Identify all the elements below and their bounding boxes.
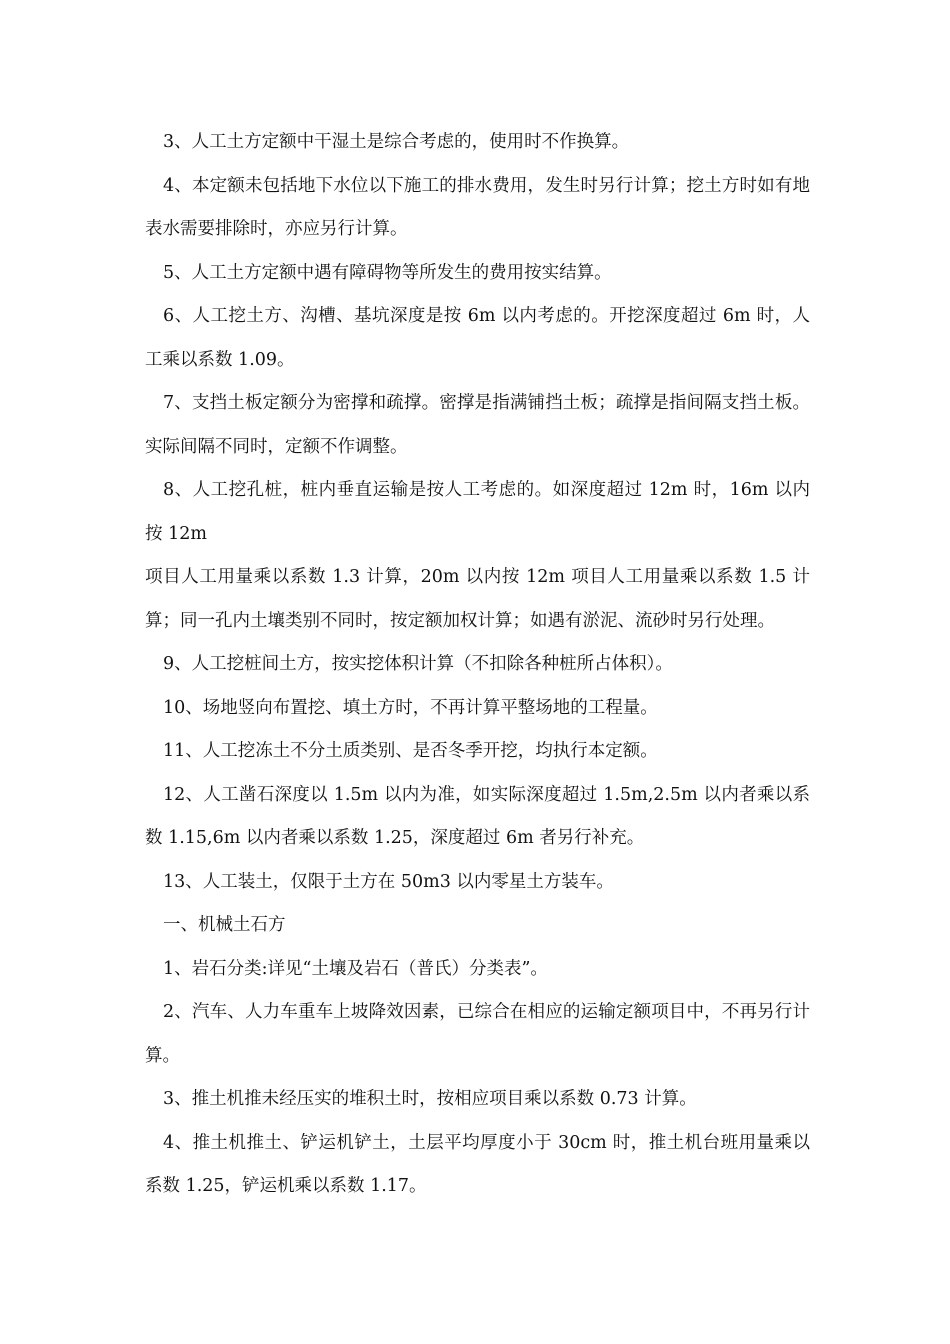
- paragraph: 4、本定额未包括地下水位以下施工的排水费用，发生时另行计算；挖土方时如有地表水需要排除时，亦应另行计算。: [145, 175, 810, 239]
- paragraph: 5、人工土方定额中遇有障碍物等所发生的费用按实结算。: [163, 262, 612, 283]
- paragraph: 11、人工挖冻土不分土质类别、是否冬季开挖，均执行本定额。: [163, 741, 658, 761]
- paragraph: 2、汽车、人力车重车上坡降效因素，已综合在相应的运输定额项目中，不再另行计算。: [145, 1002, 810, 1066]
- paragraph: 8、人工挖孔桩，桩内垂直运输是按人工考虑的。如深度超过 12m 时，16m 以内按 12m: [145, 480, 810, 544]
- document-body: [145, 121, 810, 1209]
- paragraph: 10、场地竖向布置挖、填土方时，不再计算平整场地的工程量。: [163, 697, 658, 718]
- paragraph: 3、人工土方定额中干湿土是综合考虑的，使用时不作换算。: [163, 132, 630, 152]
- section-heading: 一、机械土石方: [163, 915, 286, 935]
- paragraph: 项目人工用量乘以系数 1.3 计算，20m 以内按 12m 项目人工用量乘以系数 1.5 计算；同一孔内土壤类别不同时，按定额加权计算；如遇有淤泥、流砂时另行处理。: [145, 567, 810, 631]
- paragraph: 9、人工挖桩间土方，按实挖体积计算（不扣除各种桩所占体积）。: [163, 654, 673, 674]
- paragraph: 6、人工挖土方、沟槽、基坑深度是按 6m 以内考虑的。开挖深度超过 6m 时，人工乘以系数 1.09。: [145, 306, 810, 370]
- paragraph: 3、推土机推未经压实的堆积土时，按相应项目乘以系数 0.73 计算。: [163, 1089, 697, 1109]
- paragraph: 1、岩石分类:详见“土壤及岩石（普氏）分类表”。: [163, 958, 548, 979]
- paragraph: 4、推土机推土、铲运机铲土，土层平均厚度小于 30cm 时，推土机台班用量乘以系数 1.25，铲运机乘以系数 1.17。: [145, 1132, 810, 1196]
- paragraph: 12、人工凿石深度以 1.5m 以内为准，如实际深度超过 1.5m,2.5m 以内者乘以系数 1.15,6m 以内者乘以系数 1.25，深度超过 6m 者另行补充。: [145, 784, 810, 848]
- paragraph: 7、支挡土板定额分为密撑和疏撑。密撑是指满铺挡土板；疏撑是指间隔支挡土板。实际间隔不同时，定额不作调整。: [145, 393, 810, 457]
- paragraph: 13、人工装土，仅限于土方在 50m3 以内零星土方装车。: [163, 871, 614, 892]
